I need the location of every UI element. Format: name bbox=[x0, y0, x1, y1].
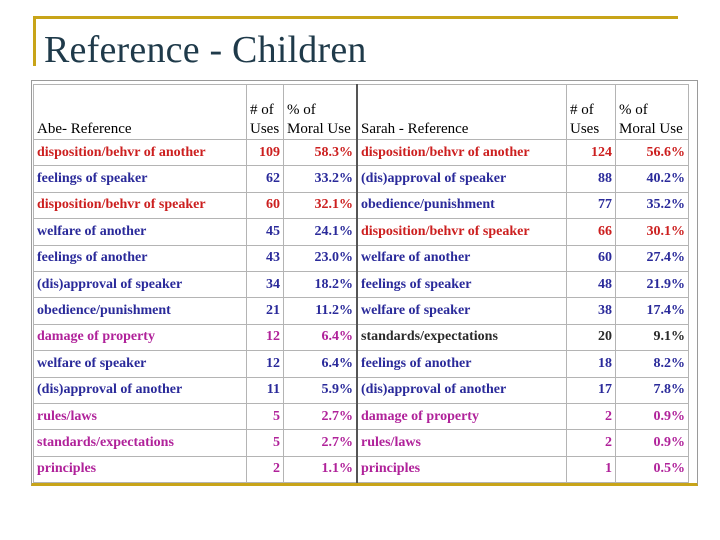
table-row bbox=[34, 298, 689, 324]
sarah-percent-cell: 30.1% bbox=[616, 219, 689, 245]
sarah-percent-cell: 35.2% bbox=[616, 192, 689, 218]
frame-top-rule bbox=[33, 16, 678, 19]
abe-percent-cell: 33.2% bbox=[284, 166, 358, 192]
sarah-uses-cell: 77 bbox=[567, 192, 616, 218]
abe-reference-cell: feelings of speaker bbox=[34, 166, 247, 192]
sarah-reference-cell: welfare of another bbox=[357, 245, 567, 271]
sarah-uses-cell: 66 bbox=[567, 219, 616, 245]
abe-uses-cell: 11 bbox=[247, 377, 284, 403]
sarah-percent-cell: 9.1% bbox=[616, 324, 689, 350]
table-row bbox=[34, 140, 689, 166]
sarah-percent-cell: 40.2% bbox=[616, 166, 689, 192]
header-abe-uses: # of Uses bbox=[247, 85, 284, 140]
header-sarah-uses: # of Uses bbox=[567, 85, 616, 140]
abe-reference-cell: obedience/punishment bbox=[34, 298, 247, 324]
sarah-percent-cell: 17.4% bbox=[616, 298, 689, 324]
abe-percent-cell: 23.0% bbox=[284, 245, 358, 271]
abe-percent-cell: 24.1% bbox=[284, 219, 358, 245]
sarah-uses-cell: 2 bbox=[567, 430, 616, 456]
abe-uses-cell: 12 bbox=[247, 351, 284, 377]
sarah-uses-cell: 124 bbox=[567, 140, 616, 166]
sarah-percent-cell: 0.9% bbox=[616, 430, 689, 456]
abe-uses-cell: 62 bbox=[247, 166, 284, 192]
abe-percent-cell: 18.2% bbox=[284, 271, 358, 297]
abe-uses-cell: 5 bbox=[247, 430, 284, 456]
header-sarah-percent: % of Moral Use bbox=[616, 85, 689, 140]
reference-table bbox=[33, 84, 689, 483]
abe-reference-cell: principles bbox=[34, 456, 247, 482]
abe-uses-cell: 45 bbox=[247, 219, 284, 245]
abe-reference-cell: (dis)approval of another bbox=[34, 377, 247, 403]
table-row bbox=[34, 351, 689, 377]
table-row bbox=[34, 271, 689, 297]
sarah-reference-cell: (dis)approval of another bbox=[357, 377, 567, 403]
abe-uses-cell: 2 bbox=[247, 456, 284, 482]
abe-reference-cell: damage of property bbox=[34, 324, 247, 350]
abe-reference-cell: rules/laws bbox=[34, 403, 247, 429]
table-row bbox=[34, 166, 689, 192]
table-row bbox=[34, 377, 689, 403]
sarah-reference-cell: rules/laws bbox=[357, 430, 567, 456]
sarah-uses-cell: 60 bbox=[567, 245, 616, 271]
abe-reference-cell: welfare of speaker bbox=[34, 351, 247, 377]
sarah-reference-cell: damage of property bbox=[357, 403, 567, 429]
sarah-percent-cell: 21.9% bbox=[616, 271, 689, 297]
abe-reference-cell: disposition/behvr of speaker bbox=[34, 192, 247, 218]
abe-uses-cell: 109 bbox=[247, 140, 284, 166]
sarah-reference-cell: obedience/punishment bbox=[357, 192, 567, 218]
table-row bbox=[34, 456, 689, 482]
abe-percent-cell: 6.4% bbox=[284, 351, 358, 377]
sarah-reference-cell: principles bbox=[357, 456, 567, 482]
sarah-percent-cell: 0.9% bbox=[616, 403, 689, 429]
sarah-percent-cell: 56.6% bbox=[616, 140, 689, 166]
slide-title: Reference - Children bbox=[44, 29, 367, 71]
table-row bbox=[34, 219, 689, 245]
abe-reference-cell: disposition/behvr of another bbox=[34, 140, 247, 166]
header-abe-reference: Abe- Reference bbox=[34, 85, 247, 140]
sarah-reference-cell: (dis)approval of speaker bbox=[357, 166, 567, 192]
abe-percent-cell: 1.1% bbox=[284, 456, 358, 482]
sarah-uses-cell: 38 bbox=[567, 298, 616, 324]
sarah-uses-cell: 20 bbox=[567, 324, 616, 350]
abe-percent-cell: 2.7% bbox=[284, 430, 358, 456]
abe-percent-cell: 6.4% bbox=[284, 324, 358, 350]
table-row bbox=[34, 245, 689, 271]
abe-reference-cell: welfare of another bbox=[34, 219, 247, 245]
sarah-reference-cell: disposition/behvr of another bbox=[357, 140, 567, 166]
sarah-percent-cell: 8.2% bbox=[616, 351, 689, 377]
sarah-uses-cell: 88 bbox=[567, 166, 616, 192]
sarah-reference-cell: disposition/behvr of speaker bbox=[357, 219, 567, 245]
sarah-reference-cell: standards/expectations bbox=[357, 324, 567, 350]
abe-percent-cell: 11.2% bbox=[284, 298, 358, 324]
abe-uses-cell: 60 bbox=[247, 192, 284, 218]
sarah-percent-cell: 0.5% bbox=[616, 456, 689, 482]
sarah-uses-cell: 17 bbox=[567, 377, 616, 403]
abe-uses-cell: 21 bbox=[247, 298, 284, 324]
abe-reference-cell: feelings of another bbox=[34, 245, 247, 271]
table-row bbox=[34, 430, 689, 456]
abe-percent-cell: 32.1% bbox=[284, 192, 358, 218]
sarah-percent-cell: 27.4% bbox=[616, 245, 689, 271]
abe-percent-cell: 58.3% bbox=[284, 140, 358, 166]
table-row bbox=[34, 192, 689, 218]
table-header-row bbox=[34, 85, 689, 140]
sarah-uses-cell: 2 bbox=[567, 403, 616, 429]
abe-uses-cell: 5 bbox=[247, 403, 284, 429]
abe-reference-cell: (dis)approval of speaker bbox=[34, 271, 247, 297]
sarah-uses-cell: 18 bbox=[567, 351, 616, 377]
abe-percent-cell: 5.9% bbox=[284, 377, 358, 403]
sarah-uses-cell: 1 bbox=[567, 456, 616, 482]
abe-percent-cell: 2.7% bbox=[284, 403, 358, 429]
sarah-reference-cell: feelings of speaker bbox=[357, 271, 567, 297]
abe-reference-cell: standards/expectations bbox=[34, 430, 247, 456]
frame-left-rule bbox=[33, 16, 36, 66]
sarah-reference-cell: feelings of another bbox=[357, 351, 567, 377]
table-row bbox=[34, 324, 689, 350]
abe-uses-cell: 12 bbox=[247, 324, 284, 350]
abe-uses-cell: 34 bbox=[247, 271, 284, 297]
sarah-uses-cell: 48 bbox=[567, 271, 616, 297]
header-sarah-reference: Sarah - Reference bbox=[357, 85, 567, 140]
table-body bbox=[34, 140, 689, 483]
sarah-percent-cell: 7.8% bbox=[616, 377, 689, 403]
table-row bbox=[34, 403, 689, 429]
sarah-reference-cell: welfare of speaker bbox=[357, 298, 567, 324]
header-abe-percent: % of Moral Use bbox=[284, 85, 358, 140]
abe-uses-cell: 43 bbox=[247, 245, 284, 271]
